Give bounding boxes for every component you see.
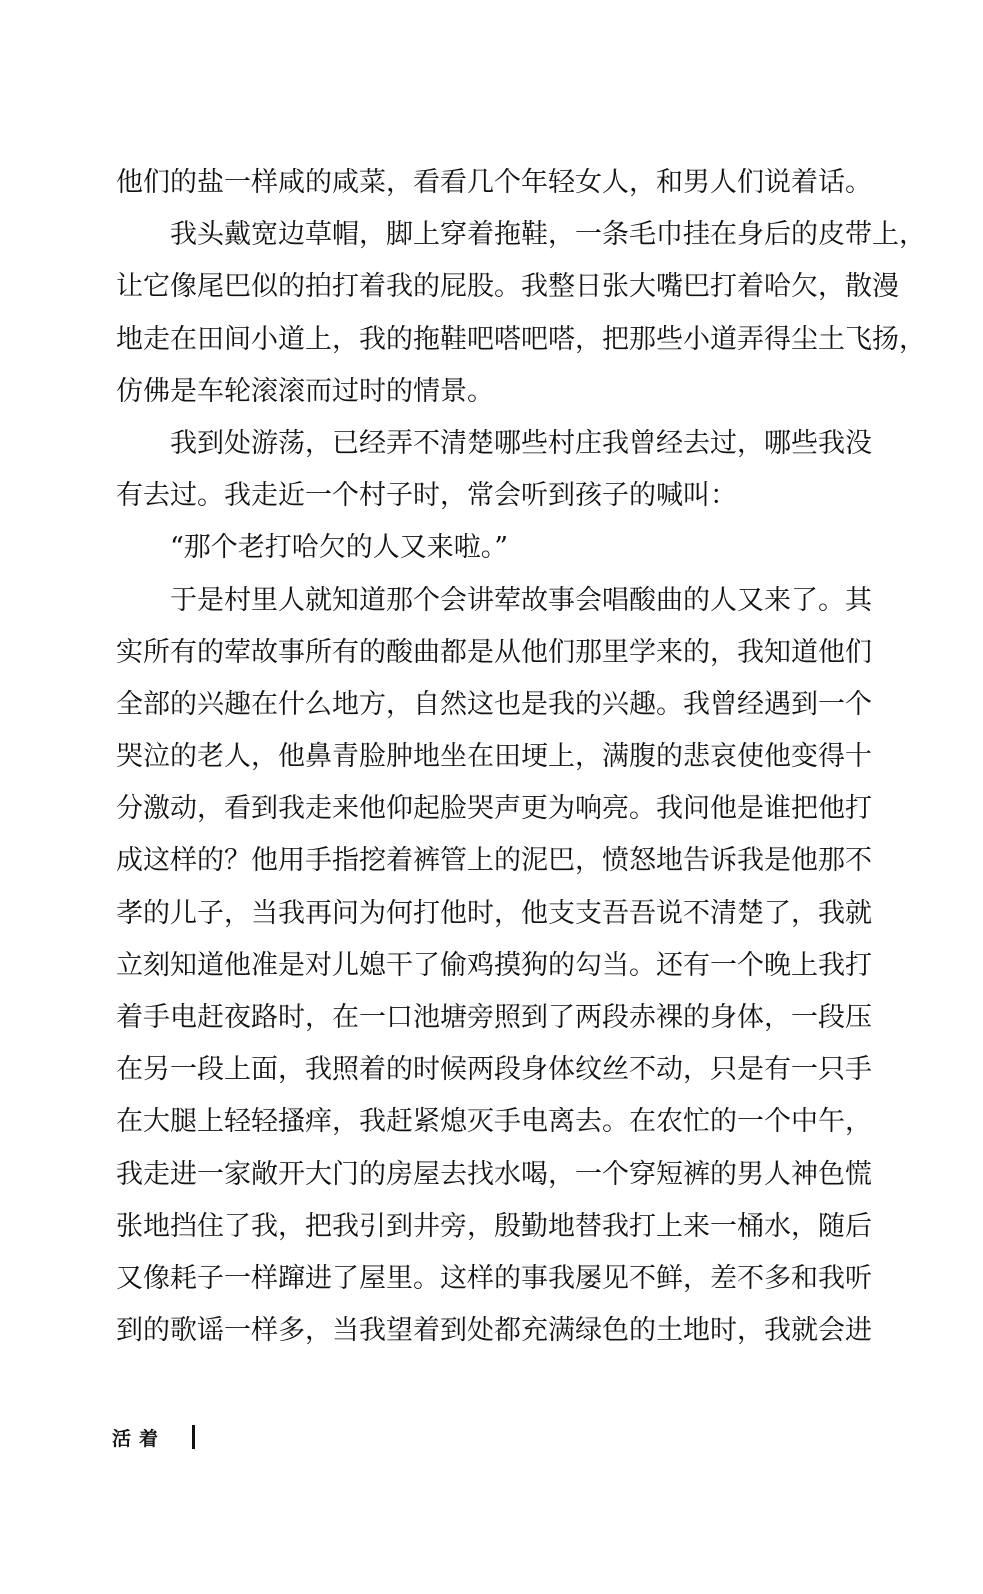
- text-line-10: 实所有的荤故事所有的酸曲都是从他们那里学来的，我知道他们: [116, 636, 872, 668]
- text-line-23: 到的歌谣一样多，当我望着到处都充满绿色的土地时，我就会进: [116, 1315, 872, 1347]
- text-line-14: 成这样的？他用手指挖着裤管上的泥巴，愤怒地告诉我是他那不: [116, 845, 872, 877]
- text-line-20: 我走进一家敞开大门的房屋去找水喝，一个穿短裤的男人神色慌: [116, 1158, 872, 1190]
- text-line-7: 有去过。我走近一个村子时，常会听到孩子的喊叫：: [116, 480, 737, 512]
- text-line-22: 又像耗子一样蹿进了屋里。这样的事我屡见不鲜，差不多和我听: [116, 1262, 872, 1294]
- text-line-17: 着手电赶夜路时，在一口池塘旁照到了两段赤裸的身体，一段压: [116, 1002, 872, 1033]
- text-line-11: 全部的兴趣在什么地方，自然这也是我的兴趣。我曾经遇到一个: [116, 688, 872, 720]
- text-line-12: 哭泣的老人，他鼻青脸肿地坐在田埂上，满腹的悲哀使他变得十: [116, 741, 872, 773]
- text-line-9: 于是村里人就知道那个会讲荤故事会唱酸曲的人又来了。其: [170, 584, 872, 616]
- text-line-3: 让它像尾巴似的拍打着我的屁股。我整日张大嘴巴打着哈欠，散漫: [116, 271, 899, 303]
- page-footer: [112, 1422, 195, 1452]
- text-line-18: 在另一段上面，我照着的时候两段身体纹丝不动，只是有一只手: [116, 1054, 872, 1086]
- footer-separator: [192, 1425, 195, 1449]
- text-line-6: 我到处游荡，已经弄不清楚哪些村庄我曾经去过，哪些我没: [170, 427, 872, 459]
- text-line-8: “那个老打哈欠的人又来啦。”: [170, 532, 509, 564]
- text-line-5: 仿佛是车轮滚滚而过时的情景。: [116, 375, 494, 407]
- running-title: 活着: [112, 1427, 167, 1450]
- text-line-15: 孝的儿子，当我再问为何打他时，他支支吾吾说不清楚了，我就: [116, 897, 872, 929]
- text-line-21: 张地挡住了我，把我引到井旁，殷勤地替我打上来一桶水，随后: [116, 1210, 872, 1242]
- text-line-19: 在大腿上轻轻搔痒，我赶紧熄灭手电离去。在农忙的一个中午，: [116, 1106, 872, 1138]
- text-line-2: 我头戴宽边草帽，脚上穿着拖鞋，一条毛巾挂在身后的皮带上，: [170, 219, 926, 251]
- text-line-13: 分激动，看到我走来他仰起脸哭声更为响亮。我问他是谁把他打: [116, 793, 872, 825]
- body-text: [116, 157, 926, 1357]
- text-line-4: 地走在田间小道上，我的拖鞋吧嗒吧嗒，把那些小道弄得尘土飞扬，: [116, 323, 926, 355]
- text-line-1: 他们的盐一样咸的咸菜，看看几个年轻女人，和男人们说着话。: [116, 167, 872, 198]
- text-line-16: 立刻知道他准是对儿媳干了偷鸡摸狗的勾当。还有一个晚上我打: [116, 949, 872, 981]
